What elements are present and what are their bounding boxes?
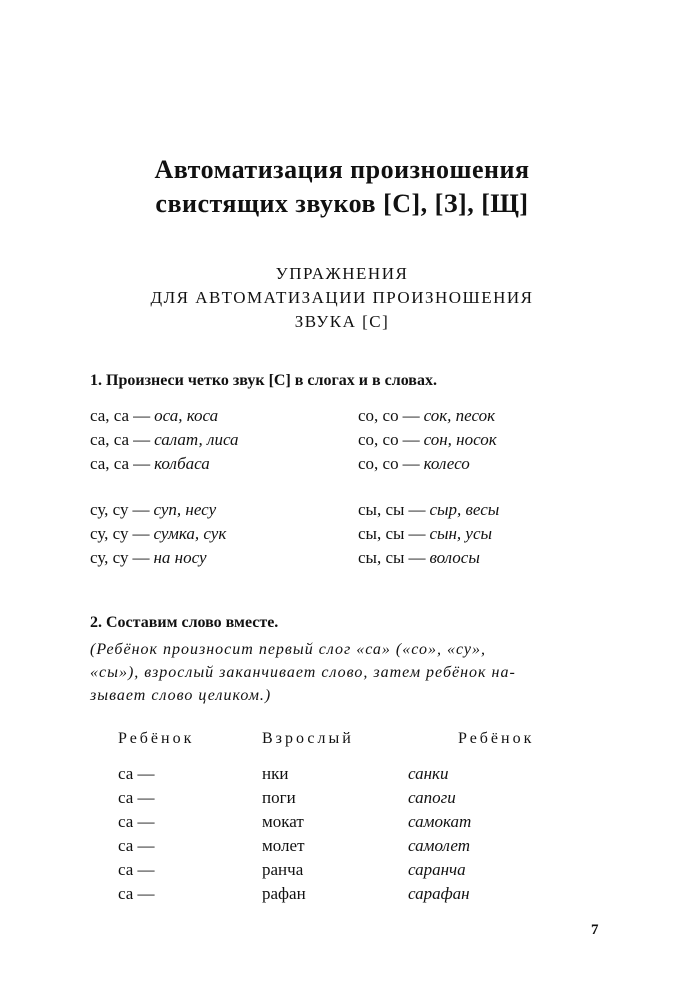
- pair-row: са, са — салат, лиса со, со — сон, носок: [90, 430, 497, 449]
- table-cell-word: самокат: [408, 812, 472, 831]
- subtitle-line-3: ЗВУКА [С]: [294, 312, 390, 331]
- task1-group2: [90, 498, 610, 570]
- words: сумка, сук: [153, 524, 227, 543]
- syllables: су, су: [90, 548, 129, 567]
- table-cell-part: мокат: [262, 812, 304, 831]
- syllables: са, са: [90, 406, 130, 425]
- syllables: су, су: [90, 524, 129, 543]
- table-cell-word: санки: [408, 764, 449, 783]
- table-cell-word: самолет: [408, 836, 470, 855]
- header-child-2: Ребёнок: [458, 730, 535, 747]
- syllables: сы, сы: [358, 500, 405, 519]
- table-cell-syllable: са —: [118, 812, 155, 831]
- pair-row: са, са — колбаса со, со — колесо: [90, 454, 470, 473]
- syllables: са, са: [90, 454, 130, 473]
- table-cell-syllable: са —: [118, 860, 155, 879]
- pair-row: су, су — суп, несу сы, сы — сыр, весы: [90, 500, 500, 519]
- table-cell-syllable: са —: [118, 764, 155, 783]
- table-cell-syllable: са —: [118, 836, 155, 855]
- syllables: су, су: [90, 500, 129, 519]
- subtitle-line-2: ДЛЯ АВТОМАТИЗАЦИИ ПРОИЗНОШЕНИЯ: [150, 288, 534, 307]
- instruction-line-2: «сы»), взрослый заканчивает слово, затем ребёнок на-: [90, 664, 516, 681]
- syllables: со, со: [358, 406, 399, 425]
- table-cell-word: саранча: [408, 860, 466, 879]
- table-cell-part: поги: [262, 788, 296, 807]
- words: на носу: [153, 548, 207, 567]
- table-cell-syllable: са —: [118, 788, 155, 807]
- task2-heading: 2. Составим слово вместе.: [90, 614, 279, 631]
- words: волосы: [429, 548, 480, 567]
- syllables: сы, сы: [358, 548, 405, 567]
- header-adult: Взрослый: [262, 730, 354, 747]
- table-cell-part: молет: [262, 836, 305, 855]
- task2-instruction: [90, 638, 604, 707]
- table-cell-part: ранча: [262, 860, 304, 879]
- page-title: [0, 153, 684, 221]
- pair-row: су, су — сумка, сук сы, сы — сын, усы: [90, 524, 493, 543]
- words: сок, песок: [423, 406, 496, 425]
- words: салат, лиса: [154, 430, 239, 449]
- words: оса, коса: [154, 406, 219, 425]
- syllables: со, со: [358, 454, 399, 473]
- words: суп, несу: [153, 500, 217, 519]
- header-child: Ребёнок: [118, 730, 195, 747]
- title-line-1: Автоматизация произношения: [154, 155, 530, 184]
- section-subtitle: [0, 262, 684, 334]
- page-number: 7: [591, 922, 599, 938]
- table-cell-syllable: са —: [118, 884, 155, 903]
- pair-row: су, су — на носу сы, сы — волосы: [90, 548, 480, 567]
- table-cell-part: рафан: [262, 884, 306, 903]
- table-cell-word: сарафан: [408, 884, 470, 903]
- subtitle-line-1: УПРАЖНЕНИЯ: [275, 264, 409, 283]
- syllables: со, со: [358, 430, 399, 449]
- instruction-line-3: зывает слово целиком.): [90, 687, 272, 704]
- task1-heading: 1. Произнеси четко звук [С] в слогах и в словах.: [90, 372, 437, 389]
- syllables: сы, сы: [358, 524, 405, 543]
- syllables: са, са: [90, 430, 130, 449]
- instruction-line-1: (Ребёнок произносит первый слог «са» («со», «су»,: [90, 641, 487, 658]
- words: сын, усы: [429, 524, 493, 543]
- words: колбаса: [154, 454, 210, 473]
- pair-row: са, са — оса, коса со, со — сок, песок: [90, 406, 496, 425]
- words: сыр, весы: [429, 500, 500, 519]
- table-cell-word: сапоги: [408, 788, 456, 807]
- task1-group1: [90, 404, 610, 476]
- title-line-2: свистящих звуков [С], [З], [Щ]: [155, 189, 529, 218]
- words: колесо: [423, 454, 470, 473]
- table-cell-part: нки: [262, 764, 289, 783]
- words: сон, носок: [423, 430, 497, 449]
